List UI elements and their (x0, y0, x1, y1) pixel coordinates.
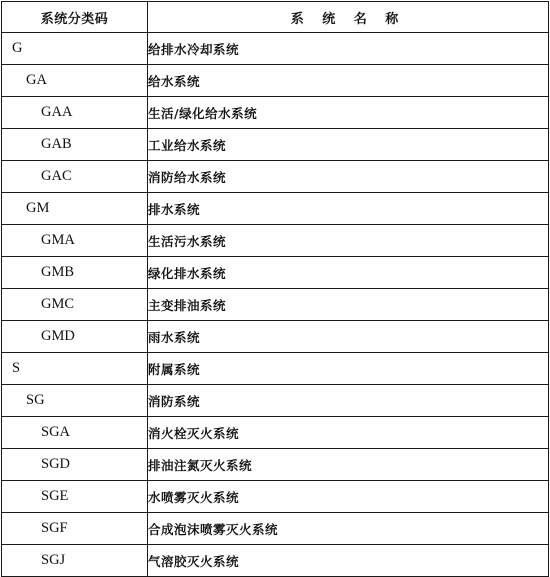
table-row (2, 225, 549, 257)
name-cell: 合成泡沫喷雾灭火系统 (148, 513, 549, 545)
name-cell: 消防系统 (148, 385, 549, 417)
code-cell: SGD (2, 449, 148, 481)
table-row (2, 385, 549, 417)
table-body (2, 33, 549, 577)
name-cell: 生活/绿化给水系统 (148, 97, 549, 129)
name-cell: 给排水冷却系统 (148, 33, 549, 65)
table-header (2, 2, 549, 33)
code-cell: G (2, 33, 148, 65)
table-row (2, 65, 549, 97)
name-cell: 绿化排水系统 (148, 257, 549, 289)
table-row (2, 257, 549, 289)
name-cell: 附属系统 (148, 353, 549, 385)
code-cell: GAC (2, 161, 148, 193)
code-column-header: 系统分类码 (2, 2, 148, 33)
code-cell: GA (2, 65, 148, 97)
name-cell: 主变排油系统 (148, 289, 549, 321)
name-cell: 给水系统 (148, 65, 549, 97)
table-row (2, 33, 549, 65)
code-cell: GAA (2, 97, 148, 129)
code-cell: SG (2, 385, 148, 417)
table-row (2, 321, 549, 353)
code-cell: GMD (2, 321, 148, 353)
table-row (2, 481, 549, 513)
code-cell: SGA (2, 417, 148, 449)
table-row (2, 417, 549, 449)
name-cell: 排油注氮灭火系统 (148, 449, 549, 481)
table-row (2, 353, 549, 385)
name-cell: 雨水系统 (148, 321, 549, 353)
table-row (2, 97, 549, 129)
code-cell: GMA (2, 225, 148, 257)
table-row (2, 545, 549, 577)
table-row (2, 193, 549, 225)
code-cell: GM (2, 193, 148, 225)
table-row (2, 289, 549, 321)
name-cell: 消火栓灭火系统 (148, 417, 549, 449)
code-cell: GAB (2, 129, 148, 161)
code-cell: SGE (2, 481, 148, 513)
name-column-header: 系 统 名 称 (148, 2, 549, 33)
code-cell: SGF (2, 513, 148, 545)
name-cell: 排水系统 (148, 193, 549, 225)
header-row (2, 2, 549, 33)
table-row (2, 161, 549, 193)
code-cell: S (2, 353, 148, 385)
name-cell: 水喷雾灭火系统 (148, 481, 549, 513)
system-code-table (1, 1, 549, 577)
table-row (2, 513, 549, 545)
name-cell: 气溶胶灭火系统 (148, 545, 549, 577)
table-row (2, 129, 549, 161)
table-row (2, 449, 549, 481)
code-cell: SGJ (2, 545, 148, 577)
name-cell: 生活污水系统 (148, 225, 549, 257)
code-cell: GMB (2, 257, 148, 289)
code-cell: GMC (2, 289, 148, 321)
name-cell: 消防给水系统 (148, 161, 549, 193)
name-cell: 工业给水系统 (148, 129, 549, 161)
